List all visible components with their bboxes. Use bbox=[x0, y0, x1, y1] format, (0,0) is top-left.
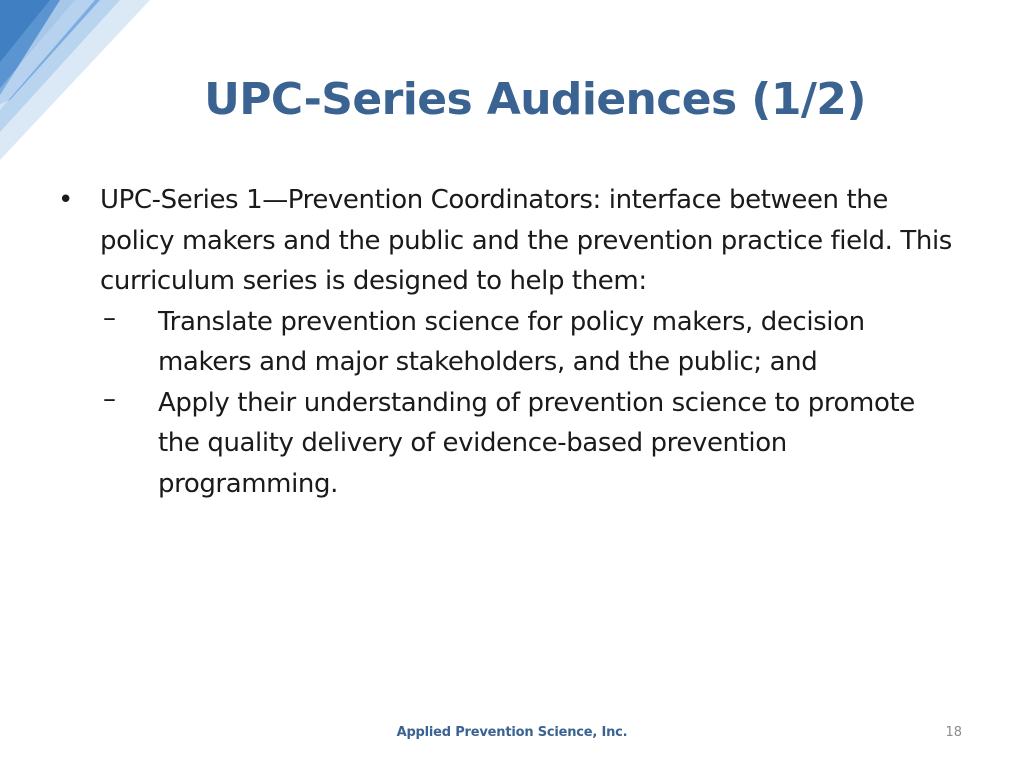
dash-icon: – bbox=[103, 302, 116, 333]
footer-company-name: Applied Prevention Science, Inc. bbox=[396, 725, 628, 740]
bullet-text: UPC-Series 1—Prevention Coordinators: interface between the policy makers and the public and the prevention practice field. This curriculum series is designed to help them: bbox=[100, 185, 952, 296]
dash-icon: – bbox=[103, 383, 116, 414]
sub-bullet-text: Translate prevention science for policy makers, decision makers and major stakeholders, and the public; and bbox=[158, 306, 865, 377]
slide-body bbox=[58, 180, 958, 504]
page-number: 18 bbox=[945, 725, 962, 740]
sub-bullet-text: Apply their understanding of prevention science to promote the quality delivery of evidence-based prevention programming. bbox=[158, 387, 915, 499]
sub-bullet-item bbox=[58, 302, 958, 383]
bullet-icon: • bbox=[58, 185, 73, 215]
sub-bullet-item bbox=[58, 383, 958, 505]
bullet-item bbox=[58, 180, 958, 302]
slide-title: UPC-Series Audiences (1/2) bbox=[204, 74, 866, 125]
